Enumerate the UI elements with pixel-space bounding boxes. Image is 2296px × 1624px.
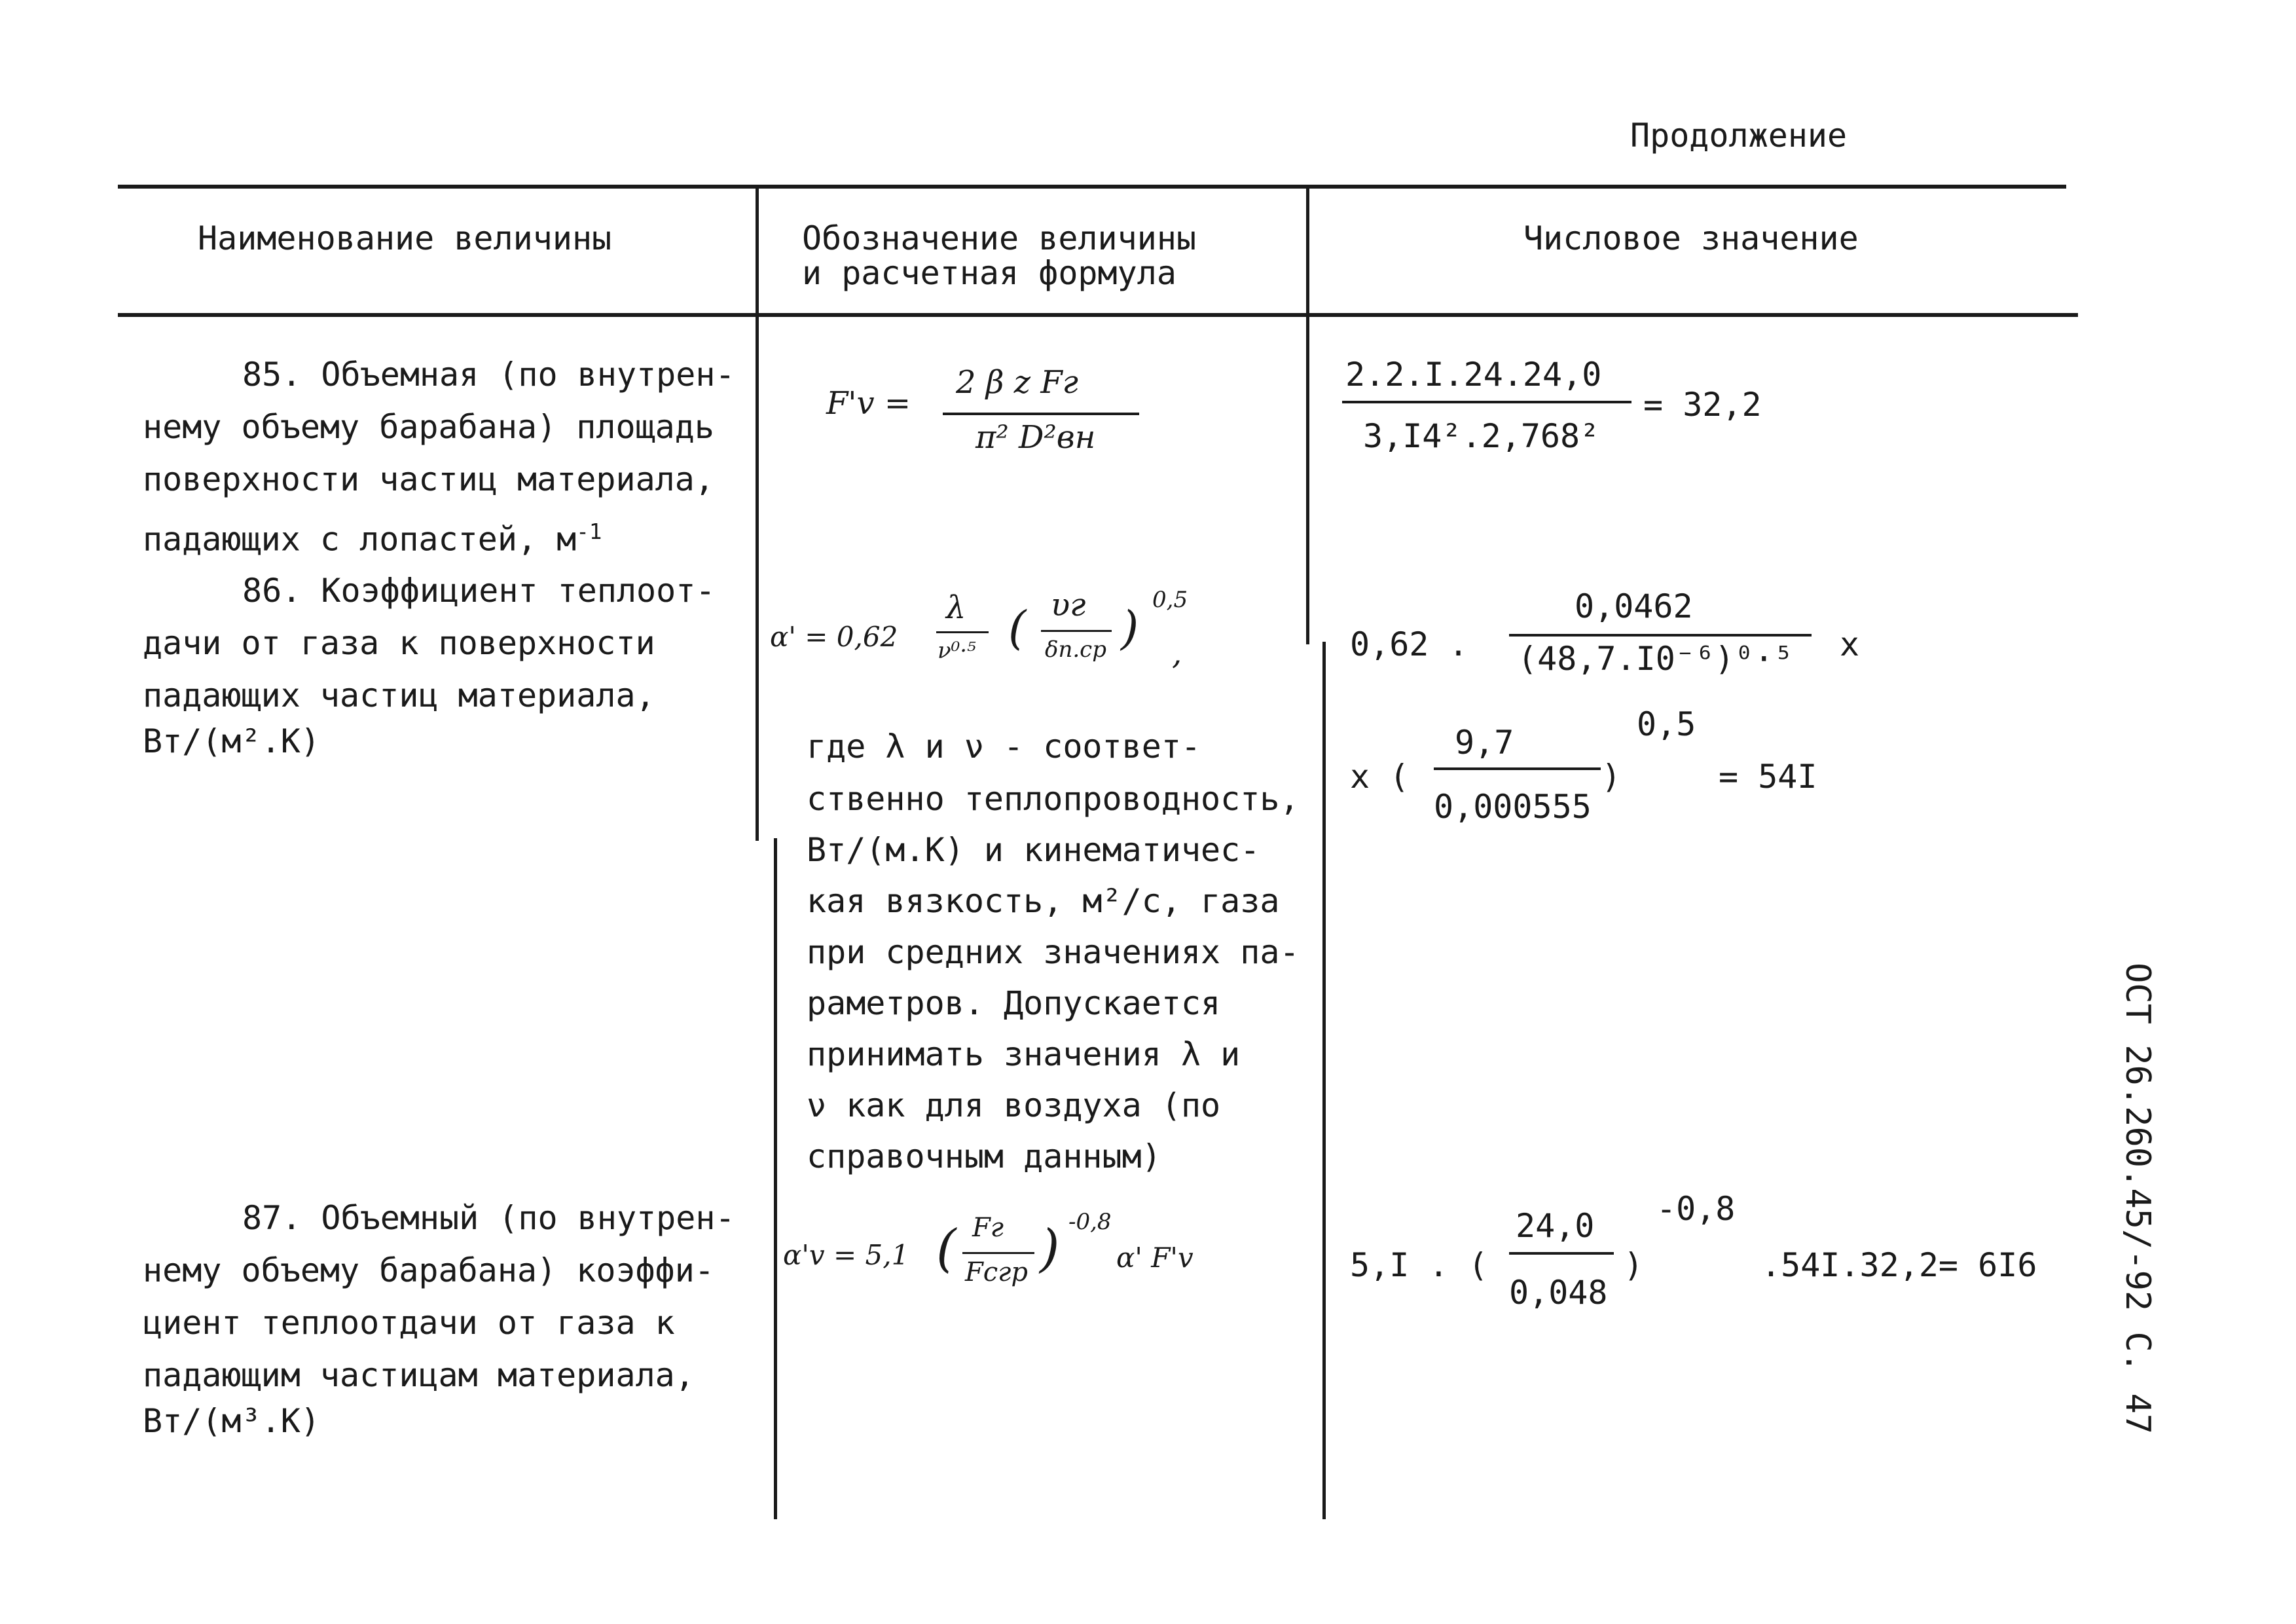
row86-value-line2-prefix: x ( <box>1350 758 1410 796</box>
row86-name-line2: дачи от газа к поверхности <box>143 624 655 662</box>
header-value-column: Числовое значение <box>1523 219 1859 257</box>
row86-description-line9: справочным данным) <box>807 1137 1161 1175</box>
row86-name-line4: Вт/(м².К) <box>143 722 320 760</box>
row87-formula-frac-bar <box>962 1252 1034 1254</box>
row86-value-result: = 54I <box>1719 758 1817 796</box>
row86-value-numerator1: 0,0462 <box>1575 587 1693 625</box>
row85-name-line1: 85. Объемная (по внутрен- <box>242 356 735 394</box>
row87-name-line4: падающим частицам материала, <box>143 1356 695 1394</box>
row86-description-line2: ственно теплопроводность, <box>807 780 1300 818</box>
row85-formula-numerator: 2 β z Fг <box>956 364 1078 401</box>
row86-formula-frac2-num: υг <box>1051 587 1086 623</box>
row86-formula-frac1-den: ν⁰·⁵ <box>938 638 976 664</box>
row86-description-line8: ν как для воздуха (по <box>807 1086 1221 1124</box>
row86-value-exponent: 0,5 <box>1637 705 1696 743</box>
continuation-label: Продолжение <box>1630 117 1848 155</box>
header-formula-column-line2: и расчетная формула <box>802 254 1176 292</box>
row86-value-multiply: x <box>1840 625 1860 663</box>
row87-value-exponent: -0,8 <box>1656 1190 1736 1228</box>
row86-description-line5: при средних значениях па- <box>807 933 1300 971</box>
row85-name-line4: падающих с лопастей, $м^{-1}$ <box>143 519 602 559</box>
row87-value-numerator: 24,0 <box>1516 1207 1595 1245</box>
row86-formula-frac2-den: δп.ср <box>1045 637 1106 663</box>
row85-value-numerator: 2.2.I.24.24,0 <box>1345 356 1602 394</box>
header-bottom-rule <box>118 313 2078 317</box>
row86-value-denominator2: 0,000555 <box>1434 788 1592 826</box>
row87-formula-exponent: -0,8 <box>1068 1209 1112 1235</box>
row87-name-line1: 87. Объемный (по внутрен- <box>242 1199 735 1237</box>
row87-value-prefix: 5,I . ( <box>1350 1246 1488 1284</box>
row86-formula-lhs: α' = 0,62 <box>770 621 898 653</box>
row86-value-prefix: 0,62 . <box>1350 625 1468 663</box>
row86-description-line6: раметров. Допускается <box>807 984 1221 1022</box>
row87-name-line5: Вт/(м³.К) <box>143 1402 320 1440</box>
row87-formula-paren-close: ) <box>1040 1219 1060 1278</box>
row85-unit-exponent: -1 <box>576 519 602 544</box>
table-top-rule <box>118 185 2066 189</box>
row86-formula-paren-open: ( <box>1008 601 1027 655</box>
row86-formula-frac1-bar <box>936 631 989 633</box>
row86-formula-paren-close: ) <box>1121 601 1139 655</box>
row87-name-line3: циент теплоотдачи от газа к <box>143 1304 675 1342</box>
row86-description-line4: кая вязкость, м²/с, газа <box>807 882 1280 920</box>
row85-name-line2: нему объему барабана) площадь <box>143 408 714 446</box>
row85-value-result: = 32,2 <box>1643 386 1762 424</box>
row85-formula-denominator: π² D²вн <box>975 419 1096 456</box>
row87-formula-tail: α' F'v <box>1116 1242 1194 1274</box>
row85-formula-fraction-bar <box>943 413 1139 415</box>
row86-formula-frac2-bar <box>1041 630 1112 632</box>
column-divider-2-lower <box>1322 642 1326 1519</box>
column-divider-2 <box>1306 186 1309 644</box>
row86-formula-tail: , <box>1172 635 1182 672</box>
document-code-stamp: ОСТ 26.260.45/-92 С. 47 <box>2118 963 2157 1435</box>
row86-value-close-paren: ) <box>1601 758 1622 796</box>
row85-value-fraction-bar <box>1342 401 1631 403</box>
row87-formula-paren-open: ( <box>936 1219 957 1278</box>
row86-description-line7: принимать значения λ и <box>807 1035 1241 1073</box>
column-divider-1 <box>756 186 759 841</box>
row86-value-numerator2: 9,7 <box>1455 724 1514 762</box>
row87-formula-frac-den: Fсгр <box>965 1257 1028 1287</box>
row87-value-fraction-bar <box>1509 1252 1614 1255</box>
row86-formula-exponent: 0,5 <box>1152 587 1188 613</box>
row87-value-close-paren: ) <box>1624 1246 1644 1284</box>
row86-name-line1: 86. Коэффициент теплоот- <box>242 572 716 610</box>
column-divider-1-lower <box>774 838 777 1519</box>
row85-formula-lhs: F'v = <box>826 385 911 422</box>
row87-value-denominator: 0,048 <box>1509 1274 1608 1312</box>
row87-formula-frac-num: Fг <box>972 1213 1004 1243</box>
row87-value-result: .54I.32,2= 6I6 <box>1761 1246 2037 1284</box>
row87-formula-lhs: α'v = 5,1 <box>783 1239 909 1271</box>
row86-description-line3: Вт/(м.К) и кинематичес- <box>807 831 1260 869</box>
row86-value-denominator1: (48,7.I0⁻⁶)⁰·⁵ <box>1518 640 1794 678</box>
row87-name-line2: нему объему барабана) коэффи- <box>143 1251 714 1289</box>
row85-value-denominator: 3,I4².2,768² <box>1363 417 1600 455</box>
row86-description-line1: где λ и ν - соответ- <box>807 728 1201 766</box>
row86-name-line3: падающих частиц материала, <box>143 676 655 714</box>
row86-value-fraction-bar2 <box>1434 767 1601 770</box>
row86-formula-frac1-num: λ <box>946 589 966 626</box>
row85-name-line3: поверхности частиц материала, <box>143 460 714 498</box>
header-formula-column-line1: Обозначение величины <box>802 219 1197 257</box>
header-name-column: Наименование величины <box>198 219 612 257</box>
